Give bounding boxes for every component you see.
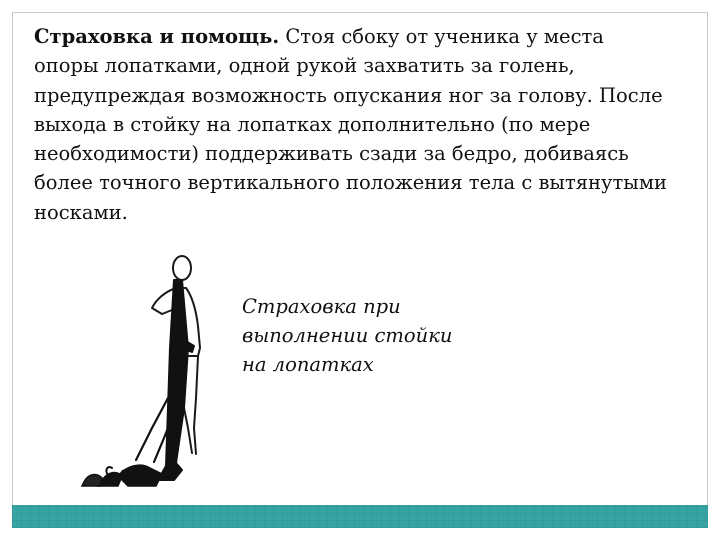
body-text: Стоя сбоку от ученика у места опоры лопатками, одной рукой захватить за голень, предупреждая возможность опускания ног за голову. После выхода в стойку на лопатках дополнительно (по мере необходимости) поддерживать сзади за бедро, добиваясь более точного вертикального положения тела с вытянутыми носками. bbox=[34, 25, 667, 224]
caption-line-1: Страховка при bbox=[242, 295, 401, 318]
footer-bar bbox=[12, 505, 708, 528]
lead-heading: Страховка и помощь. bbox=[34, 25, 280, 48]
body-paragraph bbox=[34, 22, 674, 227]
figure-caption bbox=[242, 292, 502, 379]
spotting-illustration bbox=[78, 248, 228, 488]
caption-line-2: выполнении стойки bbox=[242, 324, 453, 347]
caption-line-3: на лопатках bbox=[242, 353, 374, 376]
